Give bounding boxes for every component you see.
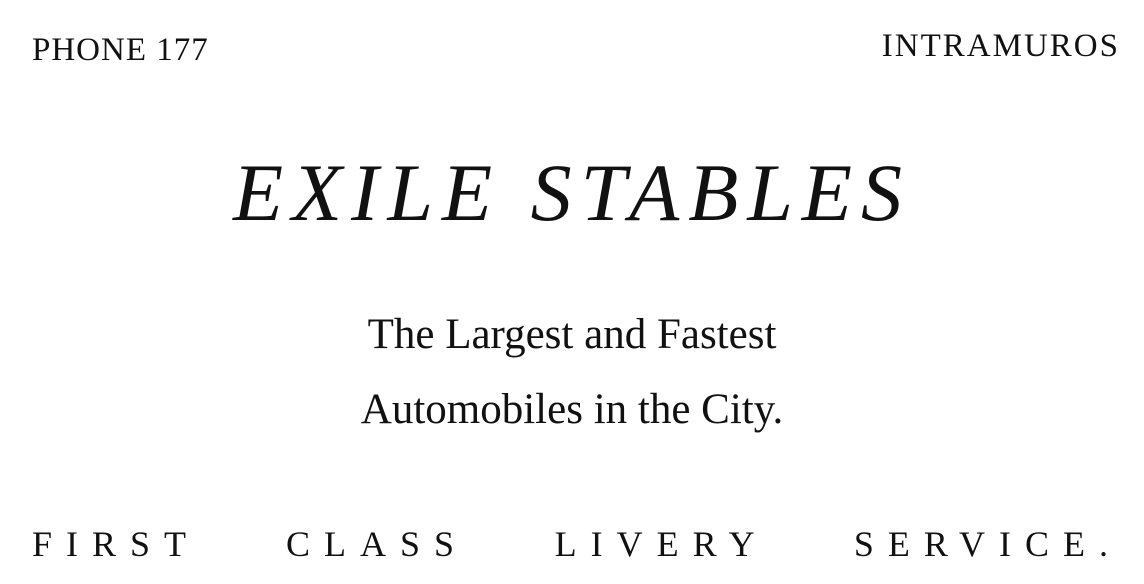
tagline-line-2: Automobiles in the City.: [360, 386, 784, 433]
tagline-line-1: The Largest and Fastest: [367, 311, 777, 358]
business-name: EXILE STABLES: [232, 147, 912, 238]
location-label: INTRAMUROS: [881, 28, 1120, 64]
service-line: FIRST CLASS LIVERY SERVICE.: [32, 524, 1122, 564]
phone-number: PHONE 177: [32, 32, 209, 68]
